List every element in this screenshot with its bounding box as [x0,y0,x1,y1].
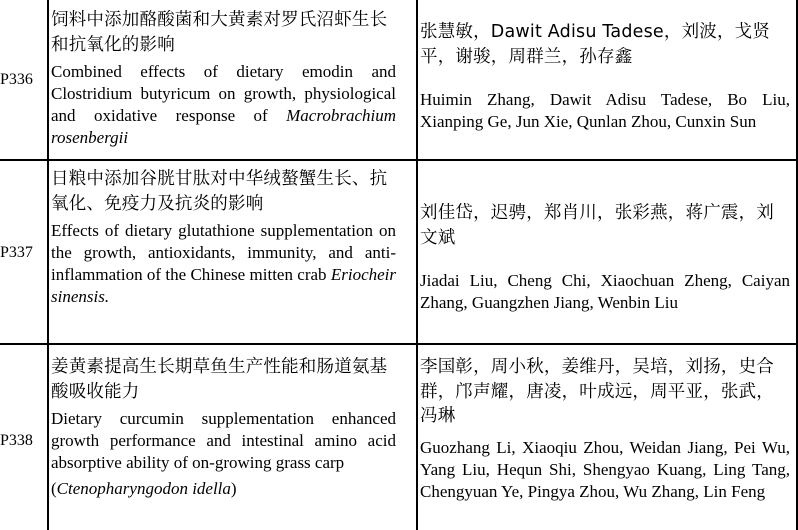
authors-english: Jiadai Liu, Cheng Chi, Xiaochuan Zheng, Caiyan Zhang, Guangzhen Jiang, Wenbin Liu [420,271,790,312]
title-cell [51,167,396,308]
title-chinese: 姜黄素提高生长期草鱼生产性能和肠道氨基酸吸收能力 [51,357,388,402]
author-cell [420,355,790,503]
species-line [51,478,396,500]
species-name: Macrobrachium rosenbergii [51,106,396,147]
title-cell [51,355,396,500]
title-english [51,220,396,308]
title-english-text: Combined effects of dietary emodin and Clostridium butyricum on growth, physiological and oxidative response of [51,62,396,125]
species-close-paren: ) [230,479,237,498]
species-name: Eriocheir sinensis. [51,265,396,306]
entry-id: P338 [0,432,33,449]
title-english-text: Effects of dietary glutathione supplementation on the growth, antioxidants, immunity, and anti-inflammation of the Chinese mitten crab [51,221,396,284]
table-row [0,345,798,530]
author-cell [420,201,790,314]
species-open-paren: ( [51,479,57,498]
title-english: Dietary curcumin supplementation enhanced growth performance and intestinal amino acid absorptive ability of on-growing grass carp [51,409,396,472]
authors-english: Guozhang Li, Xiaoqiu Zhou, Weidan Jiang, Pei Wu, Yang Liu, Hequn Shi, Shengyao Kuang, Ling Tang, Chengyuan Ye, Pingya Zhou, Wu Zhang, Lin Feng [420,437,790,501]
author-cell [420,20,790,133]
authors-chinese: 张慧敏，Dawit Adisu Tadese，刘波，戈贤平，谢骏，周群兰，孙存鑫 [420,22,771,67]
title-chinese: 日粮中添加谷胱甘肽对中华绒螯蟹生长、抗氧化、免疫力及抗炎的影响 [51,169,388,214]
title-chinese: 饲料中添加酪酸菌和大黄素对罗氏沼虾生长和抗氧化的影响 [51,10,388,55]
table-row [0,161,798,343]
table-row [0,0,798,159]
authors-chinese: 李国彰，周小秋，姜维丹，吴培，刘扬，史合群，邝声耀，唐凌，叶成远，周平亚，张武，冯琳 [420,357,774,426]
authors-english: Huimin Zhang, Dawit Adisu Tadese, Bo Liu, Xianping Ge, Jun Xie, Qunlan Zhou, Cunxin Sun [420,90,790,131]
entry-id: P337 [0,244,33,261]
title-cell [51,8,396,149]
title-english [51,61,396,149]
entry-id: P336 [0,71,33,88]
authors-chinese: 刘佳岱，迟骋，郑肖川，张彩燕，蒋广震，刘文斌 [420,203,774,248]
species-name: Ctenopharyngodon idella [56,479,231,498]
